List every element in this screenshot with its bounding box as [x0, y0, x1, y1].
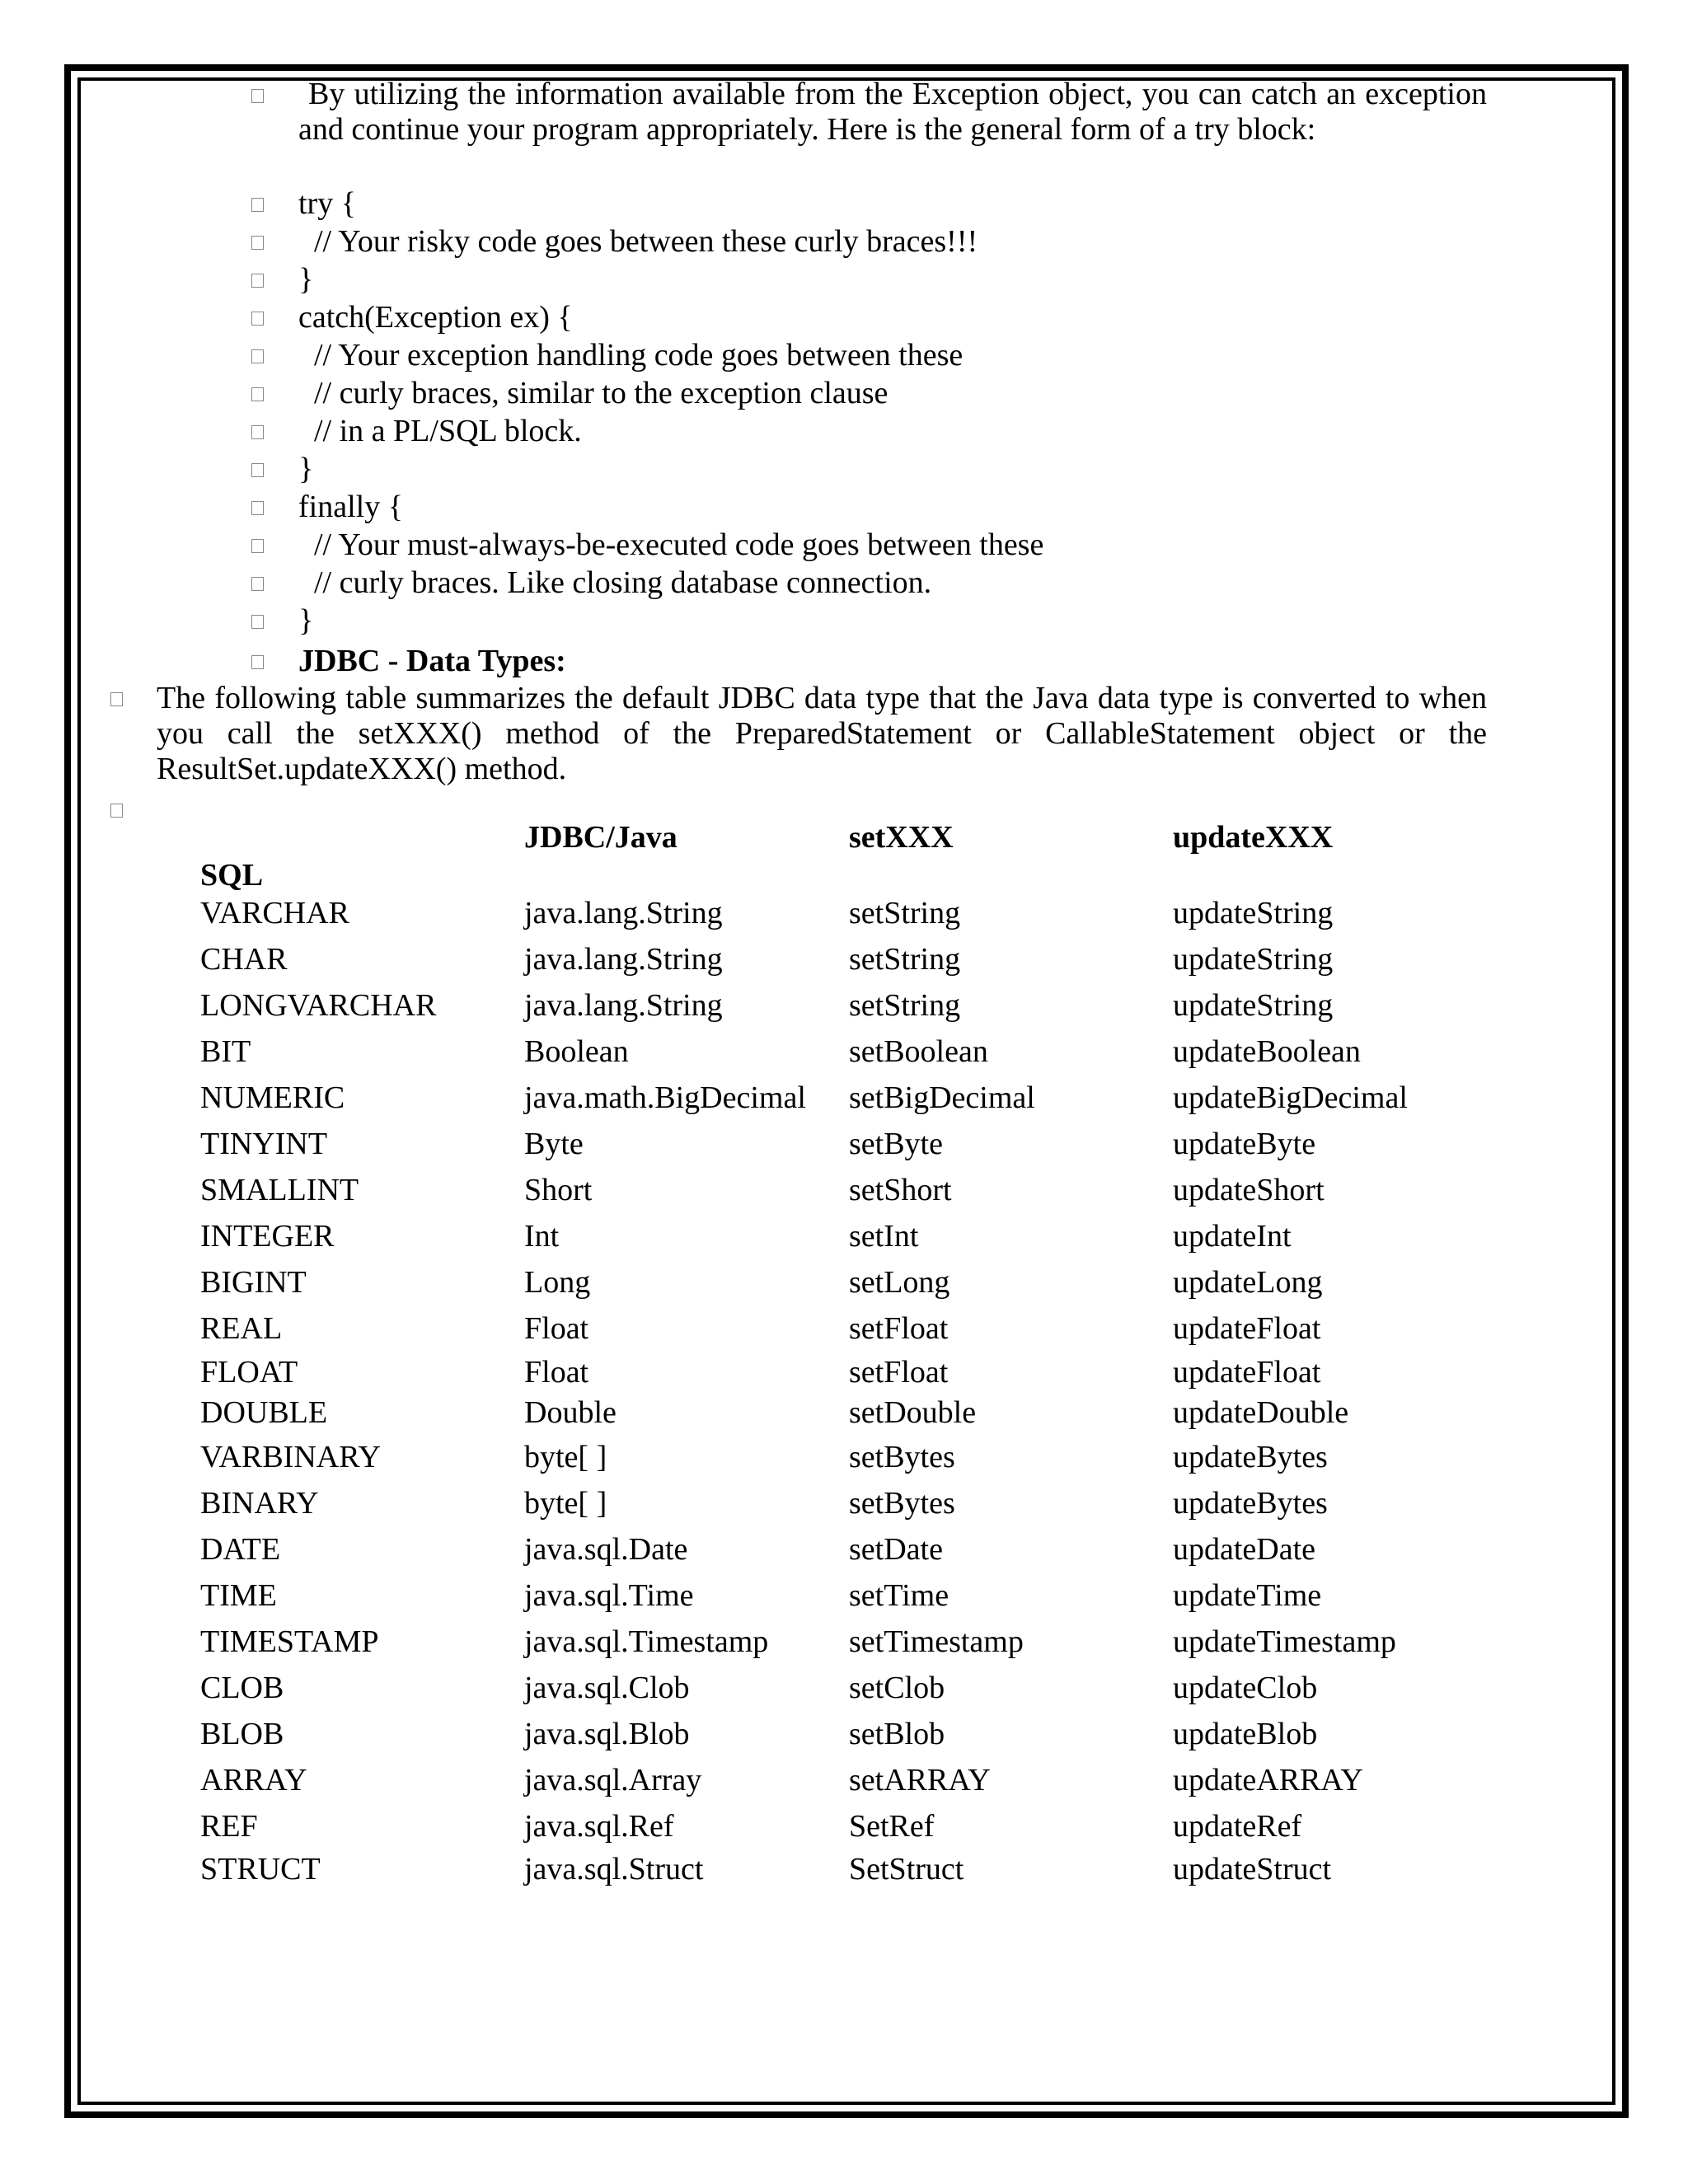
bullet-icon — [251, 615, 264, 629]
table-cell-sql-type: ARRAY — [200, 1763, 307, 1797]
bullet-icon — [251, 274, 264, 288]
table-cell-updater: updateBoolean — [1173, 1034, 1361, 1069]
table-cell-updater: updateString — [1173, 988, 1334, 1023]
table-cell-sql-type: BINARY — [200, 1486, 319, 1521]
table-cell-updater: updateInt — [1173, 1219, 1292, 1254]
code-line: catch(Exception ex) { — [298, 300, 573, 335]
table-cell-setter: setFloat — [849, 1355, 949, 1390]
table-cell-updater: updateString — [1173, 896, 1334, 930]
table-cell-java-type: java.lang.String — [524, 988, 723, 1023]
table-cell-java-type: java.sql.Ref — [524, 1809, 674, 1844]
table-cell-setter: setClob — [849, 1671, 945, 1705]
table-cell-sql-type: TINYINT — [200, 1127, 328, 1161]
table-cell-sql-type: NUMERIC — [200, 1080, 345, 1115]
table-cell-java-type: byte[ ] — [524, 1486, 607, 1521]
table-cell-java-type: Double — [524, 1395, 617, 1430]
bullet-icon — [251, 577, 264, 591]
table-cell-java-type: Byte — [524, 1127, 584, 1161]
table-cell-updater: updateTimestamp — [1173, 1624, 1396, 1659]
table-cell-sql-type: BLOB — [200, 1717, 284, 1751]
table-cell-updater: updateBytes — [1173, 1440, 1328, 1474]
table-cell-java-type: Float — [524, 1311, 589, 1346]
table-cell-setter: setBigDecimal — [849, 1080, 1035, 1115]
table-cell-updater: updateBytes — [1173, 1486, 1328, 1521]
bullet-icon — [251, 312, 264, 326]
table-cell-setter: setString — [849, 896, 961, 930]
table-cell-setter: setARRAY — [849, 1763, 991, 1797]
table-cell-setter: setBlob — [849, 1717, 945, 1751]
bullet-icon — [251, 539, 264, 553]
table-header-updatexxx: updateXXX — [1173, 820, 1334, 855]
table-cell-java-type: java.lang.String — [524, 942, 723, 977]
table-cell-setter: SetRef — [849, 1809, 935, 1844]
table-cell-sql-type: BIGINT — [200, 1265, 307, 1300]
bullet-icon — [110, 804, 123, 818]
table-cell-updater: updateStruct — [1173, 1852, 1332, 1886]
section-heading: JDBC - Data Types: — [298, 644, 566, 678]
bullet-icon — [110, 692, 123, 706]
table-header-setxxx: setXXX — [849, 820, 954, 855]
table-header-jdbc-java: JDBC/Java — [524, 820, 678, 855]
table-cell-java-type: java.sql.Timestamp — [524, 1624, 769, 1659]
bullet-icon — [251, 501, 264, 515]
table-cell-setter: setByte — [849, 1127, 943, 1161]
table-cell-sql-type: REAL — [200, 1311, 283, 1346]
table-cell-updater: updateDate — [1173, 1532, 1316, 1567]
table-cell-sql-type: VARBINARY — [200, 1440, 381, 1474]
table-cell-java-type: java.sql.Struct — [524, 1852, 704, 1886]
table-cell-java-type: java.lang.String — [524, 896, 723, 930]
table-cell-java-type: java.sql.Clob — [524, 1671, 690, 1705]
code-line: // curly braces, similar to the exception clause — [298, 376, 889, 410]
table-cell-sql-type: DATE — [200, 1532, 281, 1567]
table-cell-sql-type: BIT — [200, 1034, 251, 1069]
table-cell-updater: updateLong — [1173, 1265, 1323, 1300]
table-cell-updater: updateARRAY — [1173, 1763, 1363, 1797]
code-line: finally { — [298, 490, 403, 524]
code-line: } — [298, 262, 314, 297]
intro-paragraph: By utilizing the information available from the Exception object, you can catch an exception and continue your program appropriately. Here is the general form of a try block: — [298, 77, 1487, 147]
table-cell-sql-type: CLOB — [200, 1671, 284, 1705]
table-cell-setter: setBoolean — [849, 1034, 988, 1069]
table-cell-sql-type: TIMESTAMP — [200, 1624, 379, 1659]
table-cell-java-type: java.sql.Array — [524, 1763, 702, 1797]
table-cell-updater: updateDouble — [1173, 1395, 1349, 1430]
code-line: try { — [298, 186, 356, 221]
table-cell-updater: updateRef — [1173, 1809, 1302, 1844]
table-cell-updater: updateTime — [1173, 1578, 1322, 1613]
bullet-icon — [251, 349, 264, 363]
table-cell-setter: setDate — [849, 1532, 943, 1567]
table-cell-java-type: java.math.BigDecimal — [524, 1080, 806, 1115]
table-cell-sql-type: DOUBLE — [200, 1395, 328, 1430]
code-line: } — [298, 603, 314, 638]
table-cell-java-type: Float — [524, 1355, 589, 1390]
table-cell-setter: setTimestamp — [849, 1624, 1024, 1659]
table-cell-setter: setFloat — [849, 1311, 949, 1346]
table-cell-sql-type: INTEGER — [200, 1219, 335, 1254]
table-cell-setter: setTime — [849, 1578, 950, 1613]
bullet-icon — [251, 425, 264, 439]
table-cell-updater: updateFloat — [1173, 1355, 1321, 1390]
table-cell-setter: setBytes — [849, 1440, 955, 1474]
table-cell-sql-type: VARCHAR — [200, 896, 349, 930]
table-cell-setter: setBytes — [849, 1486, 955, 1521]
table-cell-setter: setShort — [849, 1173, 952, 1207]
bullet-icon — [251, 236, 264, 250]
table-cell-sql-type: REF — [200, 1809, 258, 1844]
table-cell-sql-type: CHAR — [200, 942, 288, 977]
table-cell-sql-type: TIME — [200, 1578, 277, 1613]
table-cell-java-type: java.sql.Blob — [524, 1717, 690, 1751]
summary-paragraph: The following table summarizes the default JDBC data type that the Java data type is converted to when you call the setXXX() method of the PreparedStatement or CallableStatement object or the ResultSet.updateXXX() method. — [157, 681, 1487, 786]
table-cell-sql-type: FLOAT — [200, 1355, 298, 1390]
table-cell-java-type: byte[ ] — [524, 1440, 607, 1474]
table-cell-sql-type: STRUCT — [200, 1852, 321, 1886]
table-cell-java-type: Int — [524, 1219, 560, 1254]
code-line: // Your must-always-be-executed code goes between these — [298, 527, 1044, 562]
table-cell-java-type: Short — [524, 1173, 593, 1207]
table-cell-setter: setInt — [849, 1219, 919, 1254]
table-cell-updater: updateClob — [1173, 1671, 1318, 1705]
table-cell-updater: updateBigDecimal — [1173, 1080, 1408, 1115]
table-cell-sql-type: SMALLINT — [200, 1173, 359, 1207]
table-cell-updater: updateFloat — [1173, 1311, 1321, 1346]
code-line: // in a PL/SQL block. — [298, 414, 582, 448]
code-line: // Your risky code goes between these curly braces!!! — [298, 224, 978, 259]
table-cell-setter: setString — [849, 988, 961, 1023]
table-cell-setter: setDouble — [849, 1395, 977, 1430]
table-cell-java-type: java.sql.Time — [524, 1578, 694, 1613]
bullet-icon — [251, 387, 264, 401]
table-cell-setter: SetStruct — [849, 1852, 964, 1886]
bullet-icon — [251, 463, 264, 477]
table-cell-updater: updateString — [1173, 942, 1334, 977]
code-line: } — [298, 452, 314, 486]
bullet-icon — [251, 89, 264, 103]
table-cell-java-type: Long — [524, 1265, 591, 1300]
code-line: // Your exception handling code goes between these — [298, 338, 964, 373]
table-cell-updater: updateShort — [1173, 1173, 1325, 1207]
bullet-icon — [251, 655, 264, 669]
table-header-sql: SQL — [200, 858, 264, 893]
table-cell-updater: updateBlob — [1173, 1717, 1318, 1751]
table-cell-setter: setLong — [849, 1265, 950, 1300]
code-line: // curly braces. Like closing database connection. — [298, 565, 932, 600]
table-cell-updater: updateByte — [1173, 1127, 1316, 1161]
bullet-icon — [251, 198, 264, 212]
table-cell-java-type: Boolean — [524, 1034, 629, 1069]
table-cell-sql-type: LONGVARCHAR — [200, 988, 437, 1023]
table-cell-setter: setString — [849, 942, 961, 977]
table-cell-java-type: java.sql.Date — [524, 1532, 688, 1567]
